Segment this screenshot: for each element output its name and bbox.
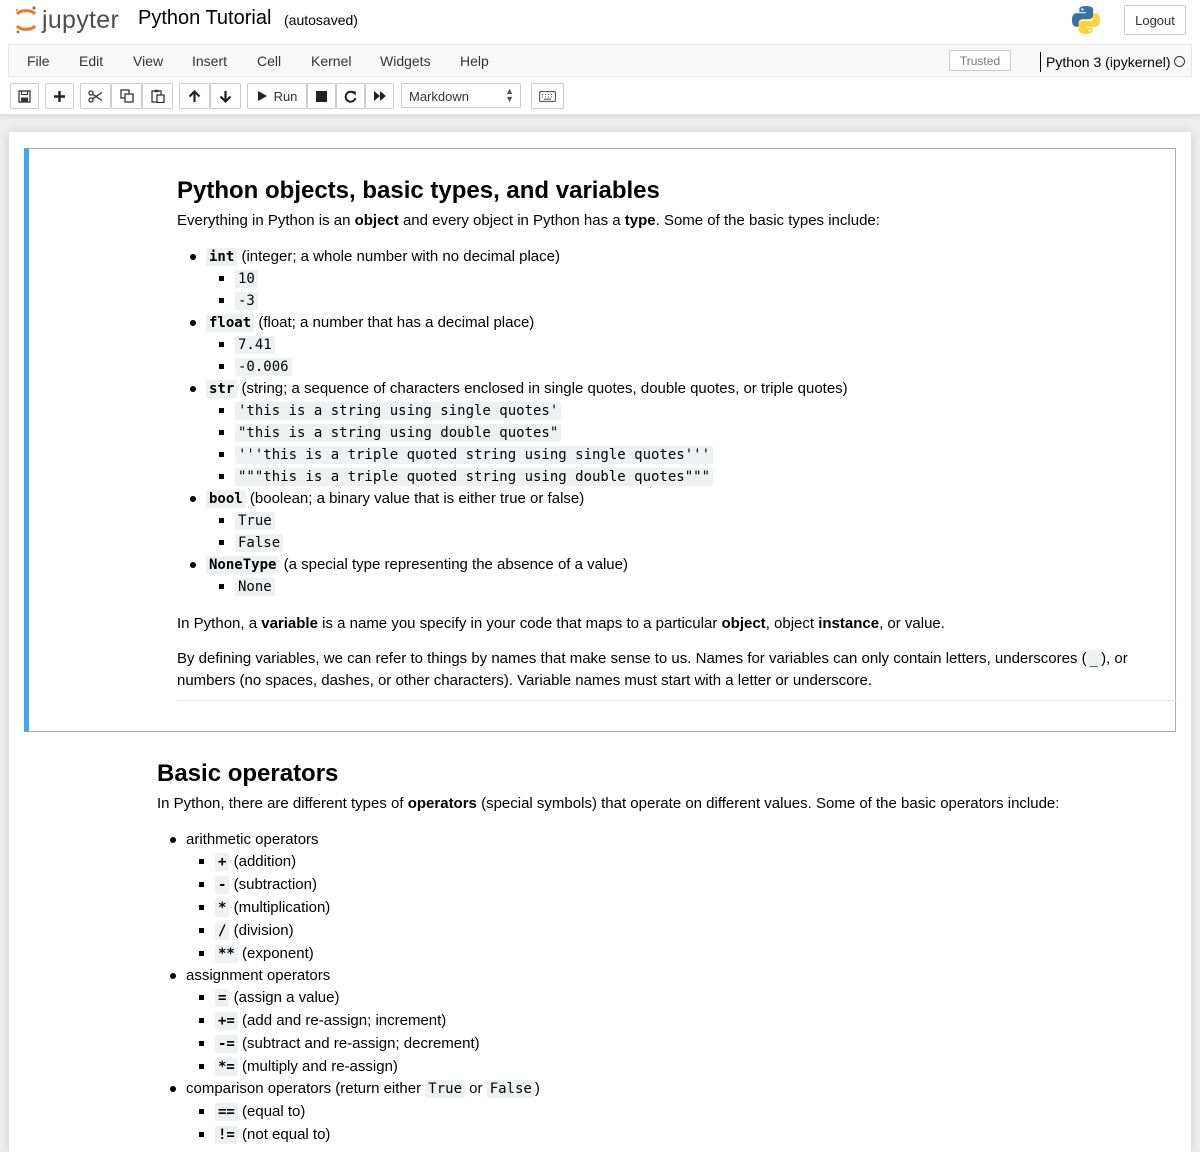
- menubar: [8, 44, 1192, 77]
- list-item-example: True: [177, 510, 1177, 532]
- list-item-operator: / (division): [157, 920, 1157, 942]
- notebook-title[interactable]: Python Tutorial: [138, 7, 272, 29]
- list-item-str: str (string; a sequence of characters enclosed in single quotes, double quotes, or triple quotes): [177, 378, 1177, 400]
- list-item-assignment: assignment operators: [157, 965, 1157, 986]
- list-item-example: '''this is a triple quoted string using single quotes''': [177, 444, 1177, 466]
- restart-icon: [344, 90, 357, 103]
- notebook-container: [9, 132, 1191, 1152]
- move-down-button[interactable]: [210, 83, 241, 109]
- menu-kernel[interactable]: Kernel: [311, 53, 352, 69]
- list-item-example: 7.41: [177, 334, 1177, 356]
- list-item-float: float (float; a number that has a decimal place): [177, 312, 1177, 334]
- menu-cell[interactable]: Cell: [257, 53, 282, 69]
- list-item-example: -3: [177, 290, 1177, 312]
- cell-type-value: Markdown: [409, 89, 469, 104]
- run-button[interactable]: [247, 83, 307, 109]
- list-item-example: -0.006: [177, 356, 1177, 378]
- list-item-operator: += (add and re-assign; increment): [157, 1010, 1157, 1032]
- list-item-example: None: [177, 576, 1177, 598]
- list-item-nonetype: NoneType (a special type representing the absence of a value): [177, 554, 1177, 576]
- list-item-bool: bool (boolean; a binary value that is either true or false): [177, 488, 1177, 510]
- list-item-operator: == (equal to): [157, 1101, 1157, 1123]
- markdown-cell[interactable]: [157, 759, 1157, 1146]
- copy-icon: [120, 89, 134, 103]
- cell-divider: [177, 700, 1177, 701]
- basic-types-list: [177, 246, 1177, 598]
- restart-kernel-button[interactable]: [336, 83, 365, 109]
- jupyter-logo[interactable]: [14, 5, 119, 35]
- list-item-example: False: [177, 532, 1177, 554]
- restart-run-all-button[interactable]: [365, 83, 394, 109]
- select-arrows-icon: ▲ ▼: [505, 86, 514, 104]
- markdown-cell-selected[interactable]: [24, 148, 1176, 732]
- insert-cell-button[interactable]: [45, 83, 74, 109]
- cell1-heading: Python objects, basic types, and variables: [177, 177, 660, 204]
- list-item-operator: = (assign a value): [157, 987, 1157, 1009]
- cell1-intro: Everything in Python is an object and every object in Python has a type. Some of the basic types include:: [177, 212, 880, 229]
- cell-type-select[interactable]: [401, 83, 521, 108]
- fast-forward-icon: [373, 90, 387, 102]
- list-item-operator: + (addition): [157, 851, 1157, 873]
- arrow-down-icon: [219, 90, 232, 103]
- menu-file[interactable]: File: [27, 53, 50, 69]
- copy-cell-button[interactable]: [111, 83, 142, 109]
- paste-cell-button[interactable]: [142, 83, 173, 109]
- save-button[interactable]: [10, 83, 39, 109]
- menu-insert[interactable]: Insert: [192, 53, 228, 69]
- list-item-example: "this is a string using double quotes": [177, 422, 1177, 444]
- keyboard-icon: [539, 91, 556, 102]
- list-item-comparison: comparison operators (return either True or False ): [157, 1078, 1157, 1100]
- kernel-separator: [1040, 52, 1041, 72]
- menu-help[interactable]: Help: [460, 53, 489, 69]
- operators-list: [157, 829, 1157, 1146]
- move-up-button[interactable]: [179, 83, 210, 109]
- list-item-operator: *= (multiply and re-assign): [157, 1056, 1157, 1078]
- list-item-example: 10: [177, 268, 1177, 290]
- interrupt-kernel-button[interactable]: [307, 83, 336, 109]
- variable-paragraph: In Python, a variable is a name you specify in your code that maps to a particular object, object instance, or value.: [177, 615, 945, 632]
- list-item-operator: ** (exponent): [157, 943, 1157, 965]
- scissors-icon: [88, 90, 103, 103]
- list-item-example: """this is a triple quoted string using double quotes""": [177, 466, 1177, 488]
- plus-icon: [53, 90, 66, 103]
- jupyter-logo-text: jupyter: [42, 5, 120, 34]
- list-item-operator: -= (subtract and re-assign; decrement): [157, 1033, 1157, 1055]
- arrow-up-icon: [188, 90, 201, 103]
- list-item-example: 'this is a string using single quotes': [177, 400, 1177, 422]
- python-logo-icon: [1070, 4, 1102, 36]
- kernel-name[interactable]: Python 3 (ipykernel): [1046, 54, 1171, 70]
- cut-cell-button[interactable]: [80, 83, 111, 109]
- list-item-operator: != (not equal to): [157, 1124, 1157, 1146]
- cell2-heading: Basic operators: [157, 760, 339, 787]
- list-item-arithmetic: arithmetic operators: [157, 829, 1157, 850]
- cell2-intro: In Python, there are different types of operators (special symbols) that operate on different values. Some of the basic operators include:: [157, 795, 1060, 812]
- logout-button[interactable]: Logout: [1124, 5, 1186, 35]
- stop-icon: [316, 91, 327, 102]
- list-item-int: int (integer; a whole number with no decimal place): [177, 246, 1177, 268]
- run-label: Run: [273, 88, 298, 104]
- jupyter-logo-icon: [14, 5, 38, 35]
- play-icon: [257, 90, 268, 102]
- list-item-operator: * (multiplication): [157, 897, 1157, 919]
- list-item-operator: - (subtraction): [157, 874, 1157, 896]
- menu-view[interactable]: View: [133, 53, 164, 69]
- kernel-idle-icon: [1174, 56, 1185, 67]
- naming-paragraph: By defining variables, we can refer to things by names that make sense to us. Names for variables can only contain letters, underscores ( _ ), or numbers (no spaces, dashes, or other characters). Variable names must start with a letter or underscore.: [177, 650, 1128, 689]
- trusted-indicator[interactable]: Trusted: [949, 50, 1011, 71]
- header: [0, 0, 1200, 115]
- save-icon: [18, 90, 31, 103]
- command-palette-button[interactable]: [531, 83, 564, 109]
- menu-widgets[interactable]: Widgets: [380, 53, 431, 69]
- menu-edit[interactable]: Edit: [79, 53, 104, 69]
- autosave-status: (autosaved): [284, 12, 358, 28]
- paste-icon: [151, 89, 165, 103]
